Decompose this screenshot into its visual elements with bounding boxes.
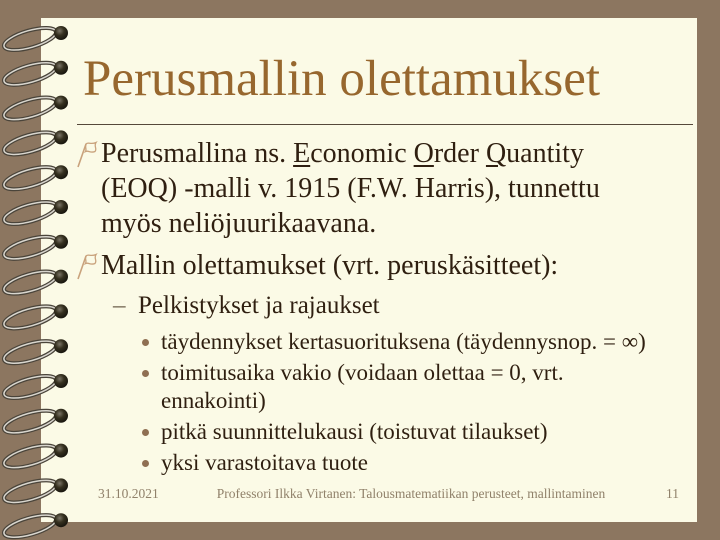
sub-sub-bullet-list xyxy=(139,328,646,477)
title-divider xyxy=(77,124,693,125)
footer-date: 31.10.2021 xyxy=(98,486,159,501)
bullet-item-eoq xyxy=(75,136,600,241)
list-item-text: yksi varastoitava tuote xyxy=(161,450,368,475)
bullet-dot-icon xyxy=(139,359,161,387)
bullet-dot-icon xyxy=(139,328,161,356)
bullet-text: Mallin olettamukset (vrt. peruskäsitteet): xyxy=(101,250,559,281)
notebook-page xyxy=(41,18,697,522)
underlined-letter: Q xyxy=(485,138,507,169)
footer-credit: Professori Ilkka Virtanen: Talousmatematiikan perusteet, mallintaminen xyxy=(216,486,606,501)
sub-bullet-item xyxy=(113,290,380,321)
spiral-binding-icon xyxy=(0,0,80,540)
text-run: conomic xyxy=(310,138,414,169)
list-item xyxy=(139,418,646,446)
text-run: myös neliöjuurikaavana. xyxy=(101,208,377,239)
list-item-text: ennakointi) xyxy=(161,388,266,413)
bullet-dot-icon xyxy=(139,418,161,446)
text-run: (EOQ) -malli v. 1915 (F.W. Harris), tunnettu xyxy=(101,173,600,204)
sub-bullet-text: Pelkistykset ja rajaukset xyxy=(138,292,380,319)
list-item-text: toimitusaika vakio (voidaan olettaa = 0, vrt. xyxy=(161,360,564,385)
list-item-text: pitkä suunnittelukausi (toistuvat tilaukset) xyxy=(161,419,548,444)
text-run: Perusmallina ns. xyxy=(101,138,294,169)
slide-title: Perusmallin olettamukset xyxy=(83,51,600,107)
footer-page-number: 11 xyxy=(666,486,679,501)
underlined-letter: E xyxy=(293,138,311,169)
text-run: uantity xyxy=(506,138,584,169)
list-item xyxy=(139,359,646,415)
bullet-dot-icon xyxy=(139,449,161,477)
dash-bullet-icon: – xyxy=(113,292,126,319)
list-item-text: täydennykset kertasuorituksena (täydennysnop. = ∞) xyxy=(161,329,646,354)
underlined-letter: O xyxy=(413,138,434,169)
text-run: rder xyxy=(433,138,486,169)
list-item xyxy=(139,328,646,356)
slide-footer xyxy=(41,486,697,508)
bullet-item-assumptions xyxy=(75,248,558,291)
list-item xyxy=(139,449,646,477)
bullet-text xyxy=(101,136,600,241)
